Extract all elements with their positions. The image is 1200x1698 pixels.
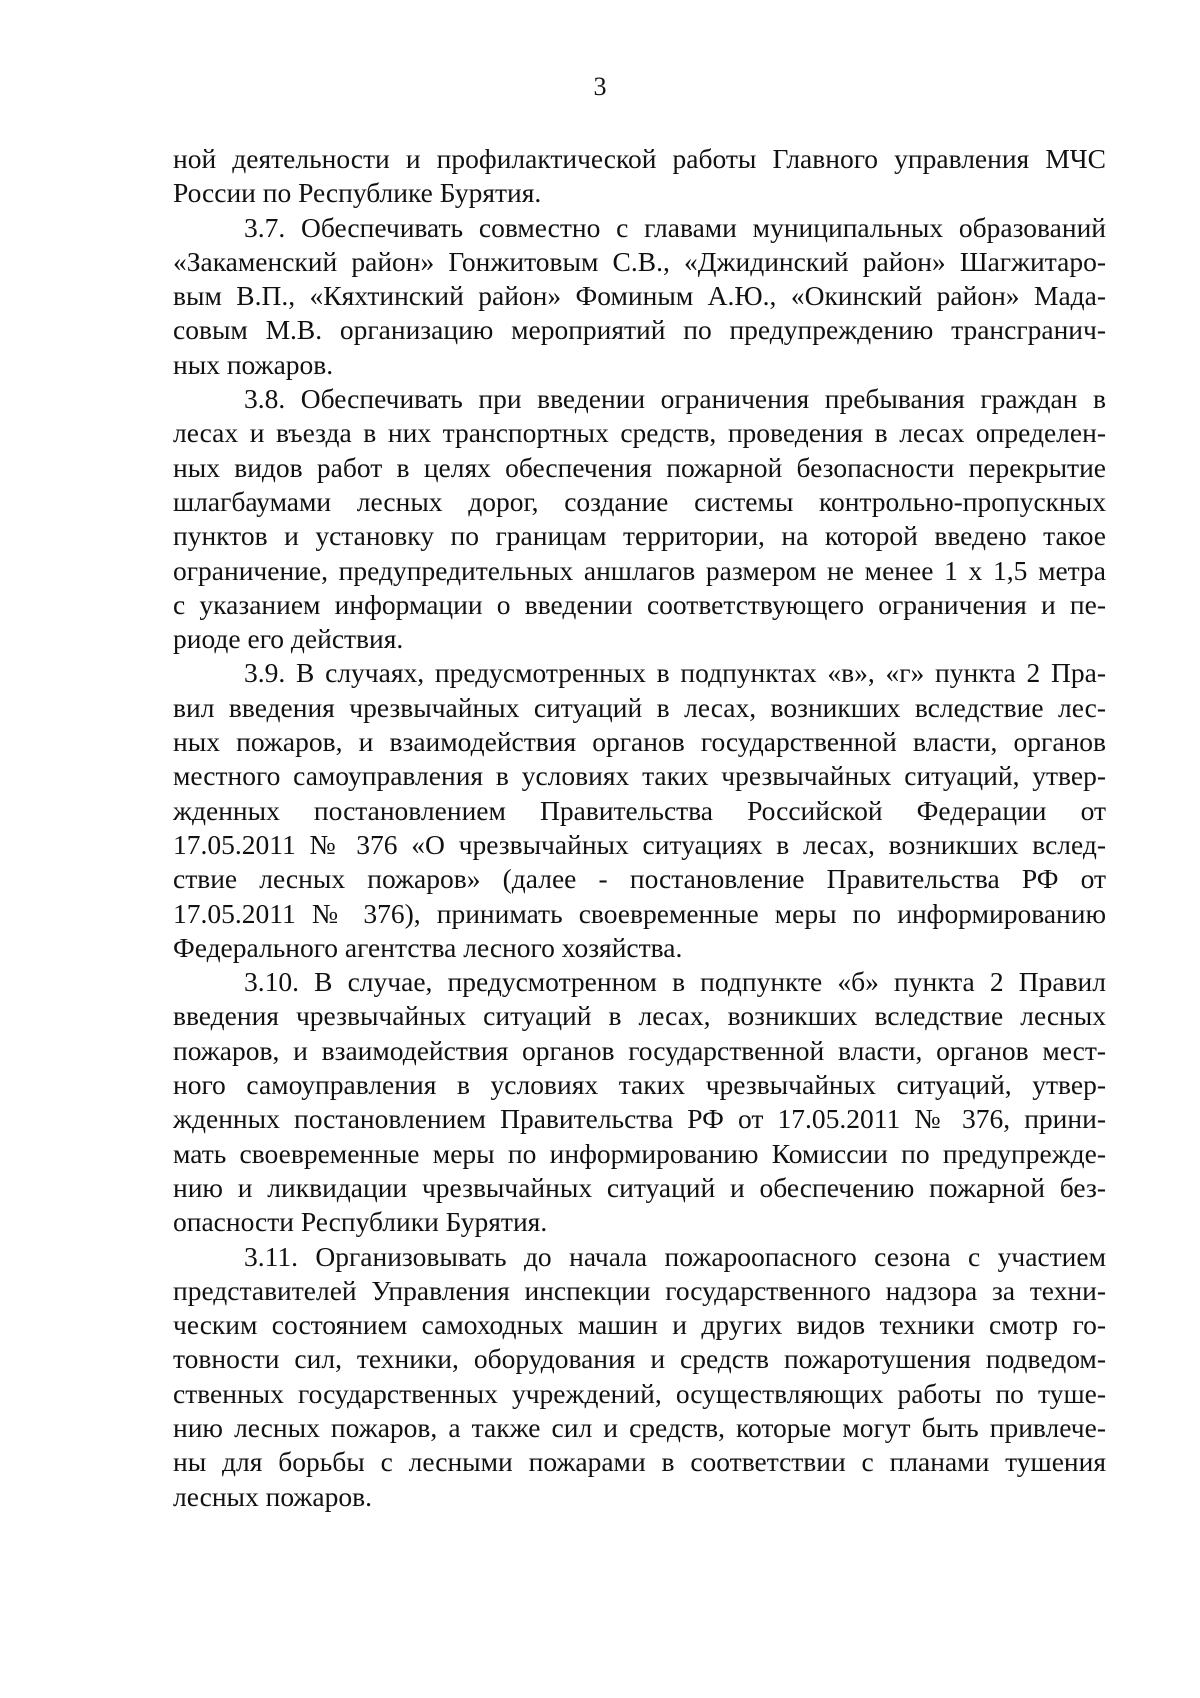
- text-line: лесах и въезда в них транспортных средств, проведения в лесах определен-: [173, 417, 1106, 449]
- text-line: России по Республике Бурятия.: [173, 177, 542, 209]
- paragraph-3-10: [173, 965, 1106, 1239]
- text-line: 3.8. Обеспечивать при введении ограничения пребывания граждан в: [244, 383, 1106, 415]
- text-line: жденных постановлением Правительства Российской Федерации от: [173, 794, 1106, 826]
- text-line: 17.05.2011 № 376), принимать своевременные меры по информированию: [173, 897, 1106, 929]
- text-line: нию лесных пожаров, а также сил и средств, которые могут быть привлече-: [173, 1411, 1106, 1443]
- text-line: 3.7. Обеспечивать совместно с главами муниципальных образований: [244, 211, 1106, 243]
- text-line: шлагбаумами лесных дорог, создание системы контрольно-пропускных: [173, 485, 1106, 517]
- text-line: вил введения чрезвычайных ситуаций в лесах, возникших вследствие лес-: [173, 691, 1106, 723]
- text-line: «Закаменский район» Гонжитовым С.В., «Джидинский район» Шагжитаро-: [173, 245, 1106, 277]
- text-line: ны для борьбы с лесными пожарами в соответствии с планами тушения: [173, 1446, 1106, 1478]
- paragraph-3-7: [173, 211, 1106, 382]
- text-line: местного самоуправления в условиях таких чрезвычайных ситуаций, утвер-: [173, 760, 1106, 792]
- text-line: 17.05.2011 № 376 «О чрезвычайных ситуациях в лесах, возникших вслед-: [173, 828, 1106, 860]
- text-line: Федерального агентства лесного хозяйства.: [173, 931, 683, 963]
- text-line: пунктов и установку по границам территории, на которой введено такое: [173, 520, 1106, 552]
- text-line: лесных пожаров.: [173, 1480, 372, 1512]
- paragraph-3-11: [173, 1240, 1106, 1514]
- text-line: ных видов работ в целях обеспечения пожарной безопасности перекрытие: [173, 451, 1106, 483]
- paragraph-3-8: [173, 382, 1106, 656]
- text-line: 3.11. Организовывать до начала пожароопасного сезона с участием: [244, 1240, 1106, 1272]
- text-line: пожаров, и взаимодействия органов государственной власти, органов мест-: [173, 1034, 1106, 1066]
- text-line: нию и ликвидации чрезвычайных ситуаций и обеспечению пожарной без-: [173, 1171, 1106, 1203]
- text-line: ной деятельности и профилактической работы Главного управления МЧС: [173, 143, 1106, 174]
- text-line: ствие лесных пожаров» (далее - постановление Правительства РФ от: [173, 863, 1106, 895]
- text-line: ного самоуправления в условиях таких чрезвычайных ситуаций, утвер-: [173, 1069, 1106, 1101]
- text-line: совым М.В. организацию мероприятий по предупреждению трансгранич-: [173, 314, 1106, 346]
- text-line: введения чрезвычайных ситуаций в лесах, возникших вследствие лесных: [173, 1000, 1106, 1032]
- text-line: 3.9. В случаях, предусмотренных в подпунктах «в», «г» пункта 2 Пра-: [244, 657, 1106, 689]
- text-line: риоде его действия.: [173, 623, 404, 655]
- text-line: опасности Республики Бурятия.: [173, 1206, 548, 1238]
- paragraph-3-9: [173, 656, 1106, 965]
- text-line: 3.10. В случае, предусмотренном в подпункте «б» пункта 2 Правил: [244, 966, 1106, 998]
- text-line: ственных государственных учреждений, осуществляющих работы по туше-: [173, 1377, 1106, 1409]
- text-line: ных пожаров, и взаимодействия органов государственной власти, органов: [173, 726, 1106, 758]
- document-body: [173, 142, 1106, 1514]
- text-line: ческим состоянием самоходных машин и других видов техники смотр го-: [173, 1309, 1106, 1341]
- text-line: товности сил, техники, оборудования и средств пожаротушения подведом-: [173, 1343, 1106, 1375]
- text-line: ных пожаров.: [173, 348, 334, 380]
- text-line: мать своевременные меры по информированию Комиссии по предупрежде-: [173, 1137, 1106, 1169]
- text-line: жденных постановлением Правительства РФ от 17.05.2011 № 376, прини-: [173, 1103, 1106, 1135]
- text-line: вым В.П., «Кяхтинский район» Фоминым А.Ю., «Окинский район» Мада-: [173, 280, 1106, 312]
- paragraph-continuation: [173, 142, 1106, 211]
- text-line: ограничение, предупредительных аншлагов размером не менее 1 х 1,5 метра: [173, 554, 1106, 586]
- text-line: представителей Управления инспекции государственного надзора за техни-: [173, 1274, 1106, 1306]
- page-number: 3: [593, 72, 607, 101]
- text-line: с указанием информации о введении соответствующего ограничения и пе-: [173, 588, 1106, 620]
